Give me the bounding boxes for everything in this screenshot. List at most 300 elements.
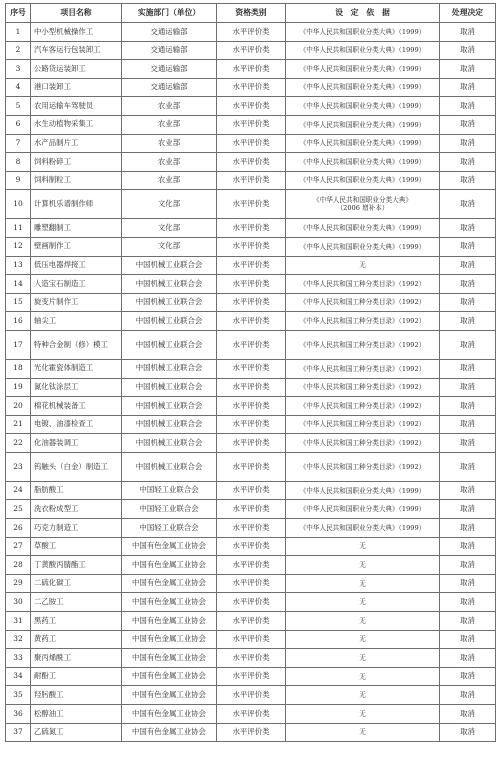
legal-basis-line: 《中华人民共和国职业分类大典》（1999） (299, 224, 426, 233)
department: 中国有色金属工业协会 (122, 686, 217, 705)
legal-basis-line: 无 (359, 653, 366, 662)
legal-basis (286, 330, 440, 359)
legal-basis-line: 无 (359, 691, 366, 700)
decision: 取消 (440, 593, 496, 612)
legal-basis (286, 723, 440, 742)
job-title: 松醇油工 (31, 705, 122, 724)
header-dept: 实施部门（单位） (122, 4, 217, 23)
department: 中国机械工业联合会 (122, 434, 217, 453)
job-title: 电镀、油漆检查工 (31, 415, 122, 434)
qualification-type: 水平评价类 (217, 723, 286, 742)
table-row (6, 256, 496, 275)
legal-basis (286, 378, 440, 397)
qualification-type: 水平评价类 (217, 219, 286, 238)
table-row (6, 593, 496, 612)
department: 中国有色金属工业协会 (122, 593, 217, 612)
decision: 取消 (440, 237, 496, 256)
department: 中国机械工业联合会 (122, 359, 217, 378)
decision: 取消 (440, 415, 496, 434)
legal-basis (286, 397, 440, 416)
row-number: 36 (6, 705, 31, 724)
decision: 取消 (440, 190, 496, 219)
row-number: 7 (6, 134, 31, 153)
row-number: 16 (6, 312, 31, 331)
department: 农业部 (122, 153, 217, 172)
legal-basis-line: 《中华人民共和国职业分类大典》（1999） (299, 505, 426, 514)
row-number: 37 (6, 723, 31, 742)
legal-basis (286, 134, 440, 153)
legal-basis-line: 《中华人民共和国工种分类目录》（1992） (299, 317, 426, 325)
job-title: 水生动植物采集工 (31, 115, 122, 134)
qualification-type: 水平评价类 (217, 256, 286, 275)
decision: 取消 (440, 397, 496, 416)
decision: 取消 (440, 134, 496, 153)
job-title: 旋变片制作工 (31, 293, 122, 312)
row-number: 3 (6, 60, 31, 79)
job-title: 雕塑翻制工 (31, 219, 122, 238)
legal-basis (286, 649, 440, 668)
job-title: 轴尖工 (31, 312, 122, 331)
qualification-type: 水平评价类 (217, 153, 286, 172)
decision: 取消 (440, 452, 496, 481)
qualification-type: 水平评价类 (217, 415, 286, 434)
row-number: 35 (6, 686, 31, 705)
decision: 取消 (440, 667, 496, 686)
legal-basis-line: 无 (359, 635, 366, 644)
job-title: 脂肪酸工 (31, 481, 122, 500)
legal-basis-line: 《中华人民共和国工种分类目录》（1992） (299, 420, 426, 429)
job-title: 水产品制片工 (31, 134, 122, 153)
legal-basis (286, 612, 440, 631)
row-number: 27 (6, 537, 31, 556)
legal-basis (286, 171, 440, 190)
qualification-type: 水平评价类 (217, 359, 286, 378)
qualification-type: 水平评价类 (217, 41, 286, 60)
decision: 取消 (440, 574, 496, 593)
legal-basis (286, 537, 440, 556)
decision: 取消 (440, 275, 496, 294)
row-number: 34 (6, 667, 31, 686)
legal-basis (286, 359, 440, 378)
qualification-type: 水平评价类 (217, 134, 286, 153)
qualification-type: 水平评价类 (217, 237, 286, 256)
table-row (6, 97, 496, 116)
legal-basis-line: 《中华人民共和国职业分类大典》（1999） (299, 139, 426, 148)
qualification-type: 水平评价类 (217, 115, 286, 134)
legal-basis (286, 256, 440, 275)
department: 中国有色金属工业协会 (122, 630, 217, 649)
legal-basis (286, 574, 440, 593)
legal-basis-line: 无 (359, 709, 366, 718)
department: 中国有色金属工业协会 (122, 667, 217, 686)
legal-basis (286, 275, 440, 294)
qualification-table (5, 3, 496, 742)
legal-basis (286, 78, 440, 97)
department: 中国有色金属工业协会 (122, 537, 217, 556)
row-number: 8 (6, 153, 31, 172)
decision: 取消 (440, 330, 496, 359)
legal-basis-line: 《中华人民共和国工种分类目录》（1992） (299, 279, 426, 288)
department: 中国有色金属工业协会 (122, 705, 217, 724)
qualification-type: 水平评价类 (217, 397, 286, 416)
qualification-type: 水平评价类 (217, 481, 286, 500)
table-row (6, 612, 496, 631)
table-row (6, 134, 496, 153)
department: 中国机械工业联合会 (122, 293, 217, 312)
table-row (6, 237, 496, 256)
row-number: 2 (6, 41, 31, 60)
legal-basis (286, 481, 440, 500)
department: 中国有色金属工业协会 (122, 723, 217, 742)
table-row (6, 293, 496, 312)
row-number: 24 (6, 481, 31, 500)
legal-basis-line: 《中华人民共和国工种分类目录》（1992） (299, 438, 426, 447)
legal-basis-line: 《中华人民共和国职业分类大典》（1999） (299, 27, 426, 36)
qualification-type: 水平评价类 (217, 452, 286, 481)
job-title: 港口装卸工 (31, 78, 122, 97)
row-number: 6 (6, 115, 31, 134)
legal-basis-line: 《中华人民共和国职业分类大典》（1999） (299, 523, 426, 532)
table-row (6, 190, 496, 219)
decision: 取消 (440, 153, 496, 172)
row-number: 28 (6, 556, 31, 575)
legal-basis-line: 无 (359, 672, 366, 681)
legal-basis-line: 《中华人民共和国工种分类目录》（1992） (299, 364, 426, 373)
decision: 取消 (440, 41, 496, 60)
row-number: 5 (6, 97, 31, 116)
row-number: 26 (6, 519, 31, 538)
decision: 取消 (440, 115, 496, 134)
row-number: 31 (6, 612, 31, 631)
qualification-type: 水平评价类 (217, 519, 286, 538)
header-name: 项目名称 (31, 4, 122, 23)
department: 中国机械工业联合会 (122, 415, 217, 434)
qualification-type: 水平评价类 (217, 556, 286, 575)
legal-basis (286, 312, 440, 331)
legal-basis-line: 《中华人民共和国职业分类大典》（1999） (299, 157, 426, 166)
job-title: 中小型机械操作工 (31, 23, 122, 42)
legal-basis-line: 《中华人民共和国职业分类大典》（1999） (299, 242, 426, 251)
decision: 取消 (440, 312, 496, 331)
table-row (6, 481, 496, 500)
job-title: 聚丙烯酰工 (31, 649, 122, 668)
legal-basis-line: 《中华人民共和国职业分类大典》（1999） (299, 46, 426, 55)
job-title: 低压电器焊接工 (31, 256, 122, 275)
header-decision: 处理决定 (440, 4, 496, 23)
qualification-type: 水平评价类 (217, 667, 286, 686)
qualification-type: 水平评价类 (217, 330, 286, 359)
job-title: 棉花机械装备工 (31, 397, 122, 416)
row-number: 18 (6, 359, 31, 378)
legal-basis-line: 《中华人民共和国职业分类大典》（1999） (299, 83, 426, 92)
department: 交通运输部 (122, 23, 217, 42)
decision: 取消 (440, 256, 496, 275)
job-title: 特种合金制（修）模工 (31, 330, 122, 359)
row-number: 32 (6, 630, 31, 649)
table-row (6, 397, 496, 416)
legal-basis-line: 《中华人民共和国工种分类目录》（1992） (299, 401, 426, 410)
table-row (6, 705, 496, 724)
department: 文化部 (122, 190, 217, 219)
job-title: 饲料粉碎工 (31, 153, 122, 172)
legal-basis (286, 519, 440, 538)
table-body (6, 23, 496, 742)
table-row (6, 556, 496, 575)
decision: 取消 (440, 23, 496, 42)
legal-basis-line: 无 (359, 598, 366, 607)
department: 中国机械工业联合会 (122, 378, 217, 397)
job-title: 汽车客运行包装卸工 (31, 41, 122, 60)
row-number: 22 (6, 434, 31, 453)
legal-basis-line: 《中华人民共和国工种分类目录》（1992） (299, 383, 426, 392)
decision: 取消 (440, 630, 496, 649)
qualification-type: 水平评价类 (217, 275, 286, 294)
legal-basis-line: 无 (359, 542, 366, 551)
row-number: 29 (6, 574, 31, 593)
table-row (6, 630, 496, 649)
job-title: 壁画制作工 (31, 237, 122, 256)
job-title: 洗衣粉成型工 (31, 500, 122, 519)
table-row (6, 452, 496, 481)
department: 交通运输部 (122, 41, 217, 60)
qualification-type: 水平评价类 (217, 78, 286, 97)
job-title: 巧克力制造工 (31, 519, 122, 538)
qualification-type: 水平评价类 (217, 593, 286, 612)
legal-basis-line: 《中华人民共和国职业分类大典》（1999） (299, 102, 426, 111)
job-title: 丁黄酸丙腈酯工 (31, 556, 122, 575)
qualification-type: 水平评价类 (217, 190, 286, 219)
job-title: 黑药工 (31, 612, 122, 631)
decision: 取消 (440, 60, 496, 79)
decision: 取消 (440, 537, 496, 556)
row-number: 11 (6, 219, 31, 238)
table-row (6, 723, 496, 742)
row-number: 33 (6, 649, 31, 668)
qualification-type: 水平评价类 (217, 537, 286, 556)
row-number: 1 (6, 23, 31, 42)
decision: 取消 (440, 78, 496, 97)
qualification-type: 水平评价类 (217, 60, 286, 79)
qualification-type: 水平评价类 (217, 649, 286, 668)
decision: 取消 (440, 219, 496, 238)
row-number: 21 (6, 415, 31, 434)
row-number: 13 (6, 256, 31, 275)
legal-basis-line: （2006 增补本） (336, 204, 389, 213)
job-title: 饲料制粒工 (31, 171, 122, 190)
department: 农业部 (122, 97, 217, 116)
table-row (6, 330, 496, 359)
qualification-type: 水平评价类 (217, 500, 286, 519)
legal-basis-line: 《中华人民共和国工种分类目录》（1992） (299, 340, 426, 349)
table-row (6, 667, 496, 686)
job-title: 公路货运装卸工 (31, 60, 122, 79)
job-title: 化油器装调工 (31, 434, 122, 453)
decision: 取消 (440, 481, 496, 500)
table-row (6, 153, 496, 172)
decision: 取消 (440, 723, 496, 742)
job-title: 人造宝石制造工 (31, 275, 122, 294)
table-row (6, 649, 496, 668)
decision: 取消 (440, 649, 496, 668)
row-number: 19 (6, 378, 31, 397)
decision: 取消 (440, 519, 496, 538)
job-title: 二硫化碳工 (31, 574, 122, 593)
header-type: 资格类别 (217, 4, 286, 23)
legal-basis-line: 无 (359, 579, 366, 588)
department: 中国机械工业联合会 (122, 275, 217, 294)
qualification-type: 水平评价类 (217, 630, 286, 649)
legal-basis (286, 593, 440, 612)
department: 中国机械工业联合会 (122, 452, 217, 481)
department: 农业部 (122, 115, 217, 134)
job-title: 草酸工 (31, 537, 122, 556)
legal-basis (286, 153, 440, 172)
row-number: 9 (6, 171, 31, 190)
department: 文化部 (122, 219, 217, 238)
qualification-type: 水平评价类 (217, 612, 286, 631)
table-row (6, 434, 496, 453)
department: 中国轻工业联合会 (122, 519, 217, 538)
row-number: 15 (6, 293, 31, 312)
table-header-row (6, 4, 496, 23)
decision: 取消 (440, 686, 496, 705)
qualification-type: 水平评价类 (217, 378, 286, 397)
department: 交通运输部 (122, 60, 217, 79)
decision: 取消 (440, 434, 496, 453)
legal-basis-line: 《中华人民共和国职业分类大典》（1999） (299, 120, 426, 129)
department: 交通运输部 (122, 78, 217, 97)
row-number: 20 (6, 397, 31, 416)
legal-basis (286, 293, 440, 312)
job-title: 羟肟酸工 (31, 686, 122, 705)
table-row (6, 60, 496, 79)
decision: 取消 (440, 293, 496, 312)
legal-basis-line: 无 (359, 728, 366, 737)
department: 中国轻工业联合会 (122, 481, 217, 500)
table-row (6, 115, 496, 134)
qualification-type: 水平评价类 (217, 23, 286, 42)
legal-basis (286, 667, 440, 686)
table-row (6, 686, 496, 705)
decision: 取消 (440, 500, 496, 519)
qualification-type: 水平评价类 (217, 686, 286, 705)
table-row (6, 537, 496, 556)
table-row (6, 359, 496, 378)
decision: 取消 (440, 97, 496, 116)
department: 中国有色金属工业协会 (122, 556, 217, 575)
table-row (6, 312, 496, 331)
department: 中国机械工业联合会 (122, 256, 217, 275)
table-row (6, 275, 496, 294)
legal-basis-line: 无 (359, 616, 366, 625)
legal-basis-line: 无 (359, 261, 366, 270)
decision: 取消 (440, 171, 496, 190)
legal-basis (286, 190, 440, 219)
job-title: 钨触头（白金）制造工 (31, 452, 122, 481)
department: 中国机械工业联合会 (122, 312, 217, 331)
table-row (6, 574, 496, 593)
table-row (6, 41, 496, 60)
legal-basis (286, 705, 440, 724)
job-title: 光化霍瓷体制造工 (31, 359, 122, 378)
job-title: 黄药工 (31, 630, 122, 649)
legal-basis (286, 415, 440, 434)
legal-basis-line: 《中华人民共和国工种分类目录》（1992） (299, 462, 426, 471)
decision: 取消 (440, 378, 496, 397)
legal-basis (286, 452, 440, 481)
row-number: 23 (6, 452, 31, 481)
legal-basis (286, 500, 440, 519)
legal-basis (286, 630, 440, 649)
decision: 取消 (440, 556, 496, 575)
department: 中国机械工业联合会 (122, 397, 217, 416)
job-title: 计算机乐谱制作师 (31, 190, 122, 219)
row-number: 14 (6, 275, 31, 294)
table-row (6, 78, 496, 97)
legal-basis-line: 《中华人民共和国职业分类大典》（1999） (299, 64, 426, 73)
job-title: 耐酚工 (31, 667, 122, 686)
decision: 取消 (440, 705, 496, 724)
department: 农业部 (122, 171, 217, 190)
qualification-type: 水平评价类 (217, 705, 286, 724)
table-row (6, 23, 496, 42)
decision: 取消 (440, 359, 496, 378)
legal-basis-line: 《中华人民共和国工种分类目录》（1992） (299, 298, 426, 307)
department: 中国有色金属工业协会 (122, 649, 217, 668)
department: 农业部 (122, 134, 217, 153)
legal-basis (286, 237, 440, 256)
job-title: 二乙胺工 (31, 593, 122, 612)
qualification-type: 水平评价类 (217, 293, 286, 312)
table-row (6, 500, 496, 519)
qualification-type: 水平评价类 (217, 312, 286, 331)
legal-basis (286, 686, 440, 705)
legal-basis (286, 97, 440, 116)
legal-basis (286, 60, 440, 79)
department: 中国有色金属工业协会 (122, 574, 217, 593)
job-title: 氮化钛涂层工 (31, 378, 122, 397)
legal-basis (286, 556, 440, 575)
legal-basis (286, 219, 440, 238)
department: 中国有色金属工业协会 (122, 612, 217, 631)
legal-basis-line: 《中华人民共和国职业分类大典》（1999） (299, 176, 426, 185)
legal-basis-line: 《中华人民共和国职业分类大典》（1999） (299, 486, 426, 495)
qualification-type: 水平评价类 (217, 434, 286, 453)
row-number: 4 (6, 78, 31, 97)
legal-basis (286, 41, 440, 60)
row-number: 17 (6, 330, 31, 359)
row-number: 10 (6, 190, 31, 219)
header-basis: 设 定 依 据 (286, 4, 440, 23)
table-row (6, 415, 496, 434)
table-row (6, 378, 496, 397)
department: 文化部 (122, 237, 217, 256)
qualification-type: 水平评价类 (217, 171, 286, 190)
job-title: 农用运输车驾驶员 (31, 97, 122, 116)
department: 中国轻工业联合会 (122, 500, 217, 519)
row-number: 30 (6, 593, 31, 612)
row-number: 25 (6, 500, 31, 519)
row-number: 12 (6, 237, 31, 256)
legal-basis-line: 无 (359, 560, 366, 569)
table-row (6, 171, 496, 190)
legal-basis (286, 115, 440, 134)
legal-basis-line: 《中华人民共和国职业分类大典》 (313, 196, 412, 205)
legal-basis (286, 434, 440, 453)
decision: 取消 (440, 612, 496, 631)
job-title: 乙硫氮工 (31, 723, 122, 742)
legal-basis (286, 23, 440, 42)
